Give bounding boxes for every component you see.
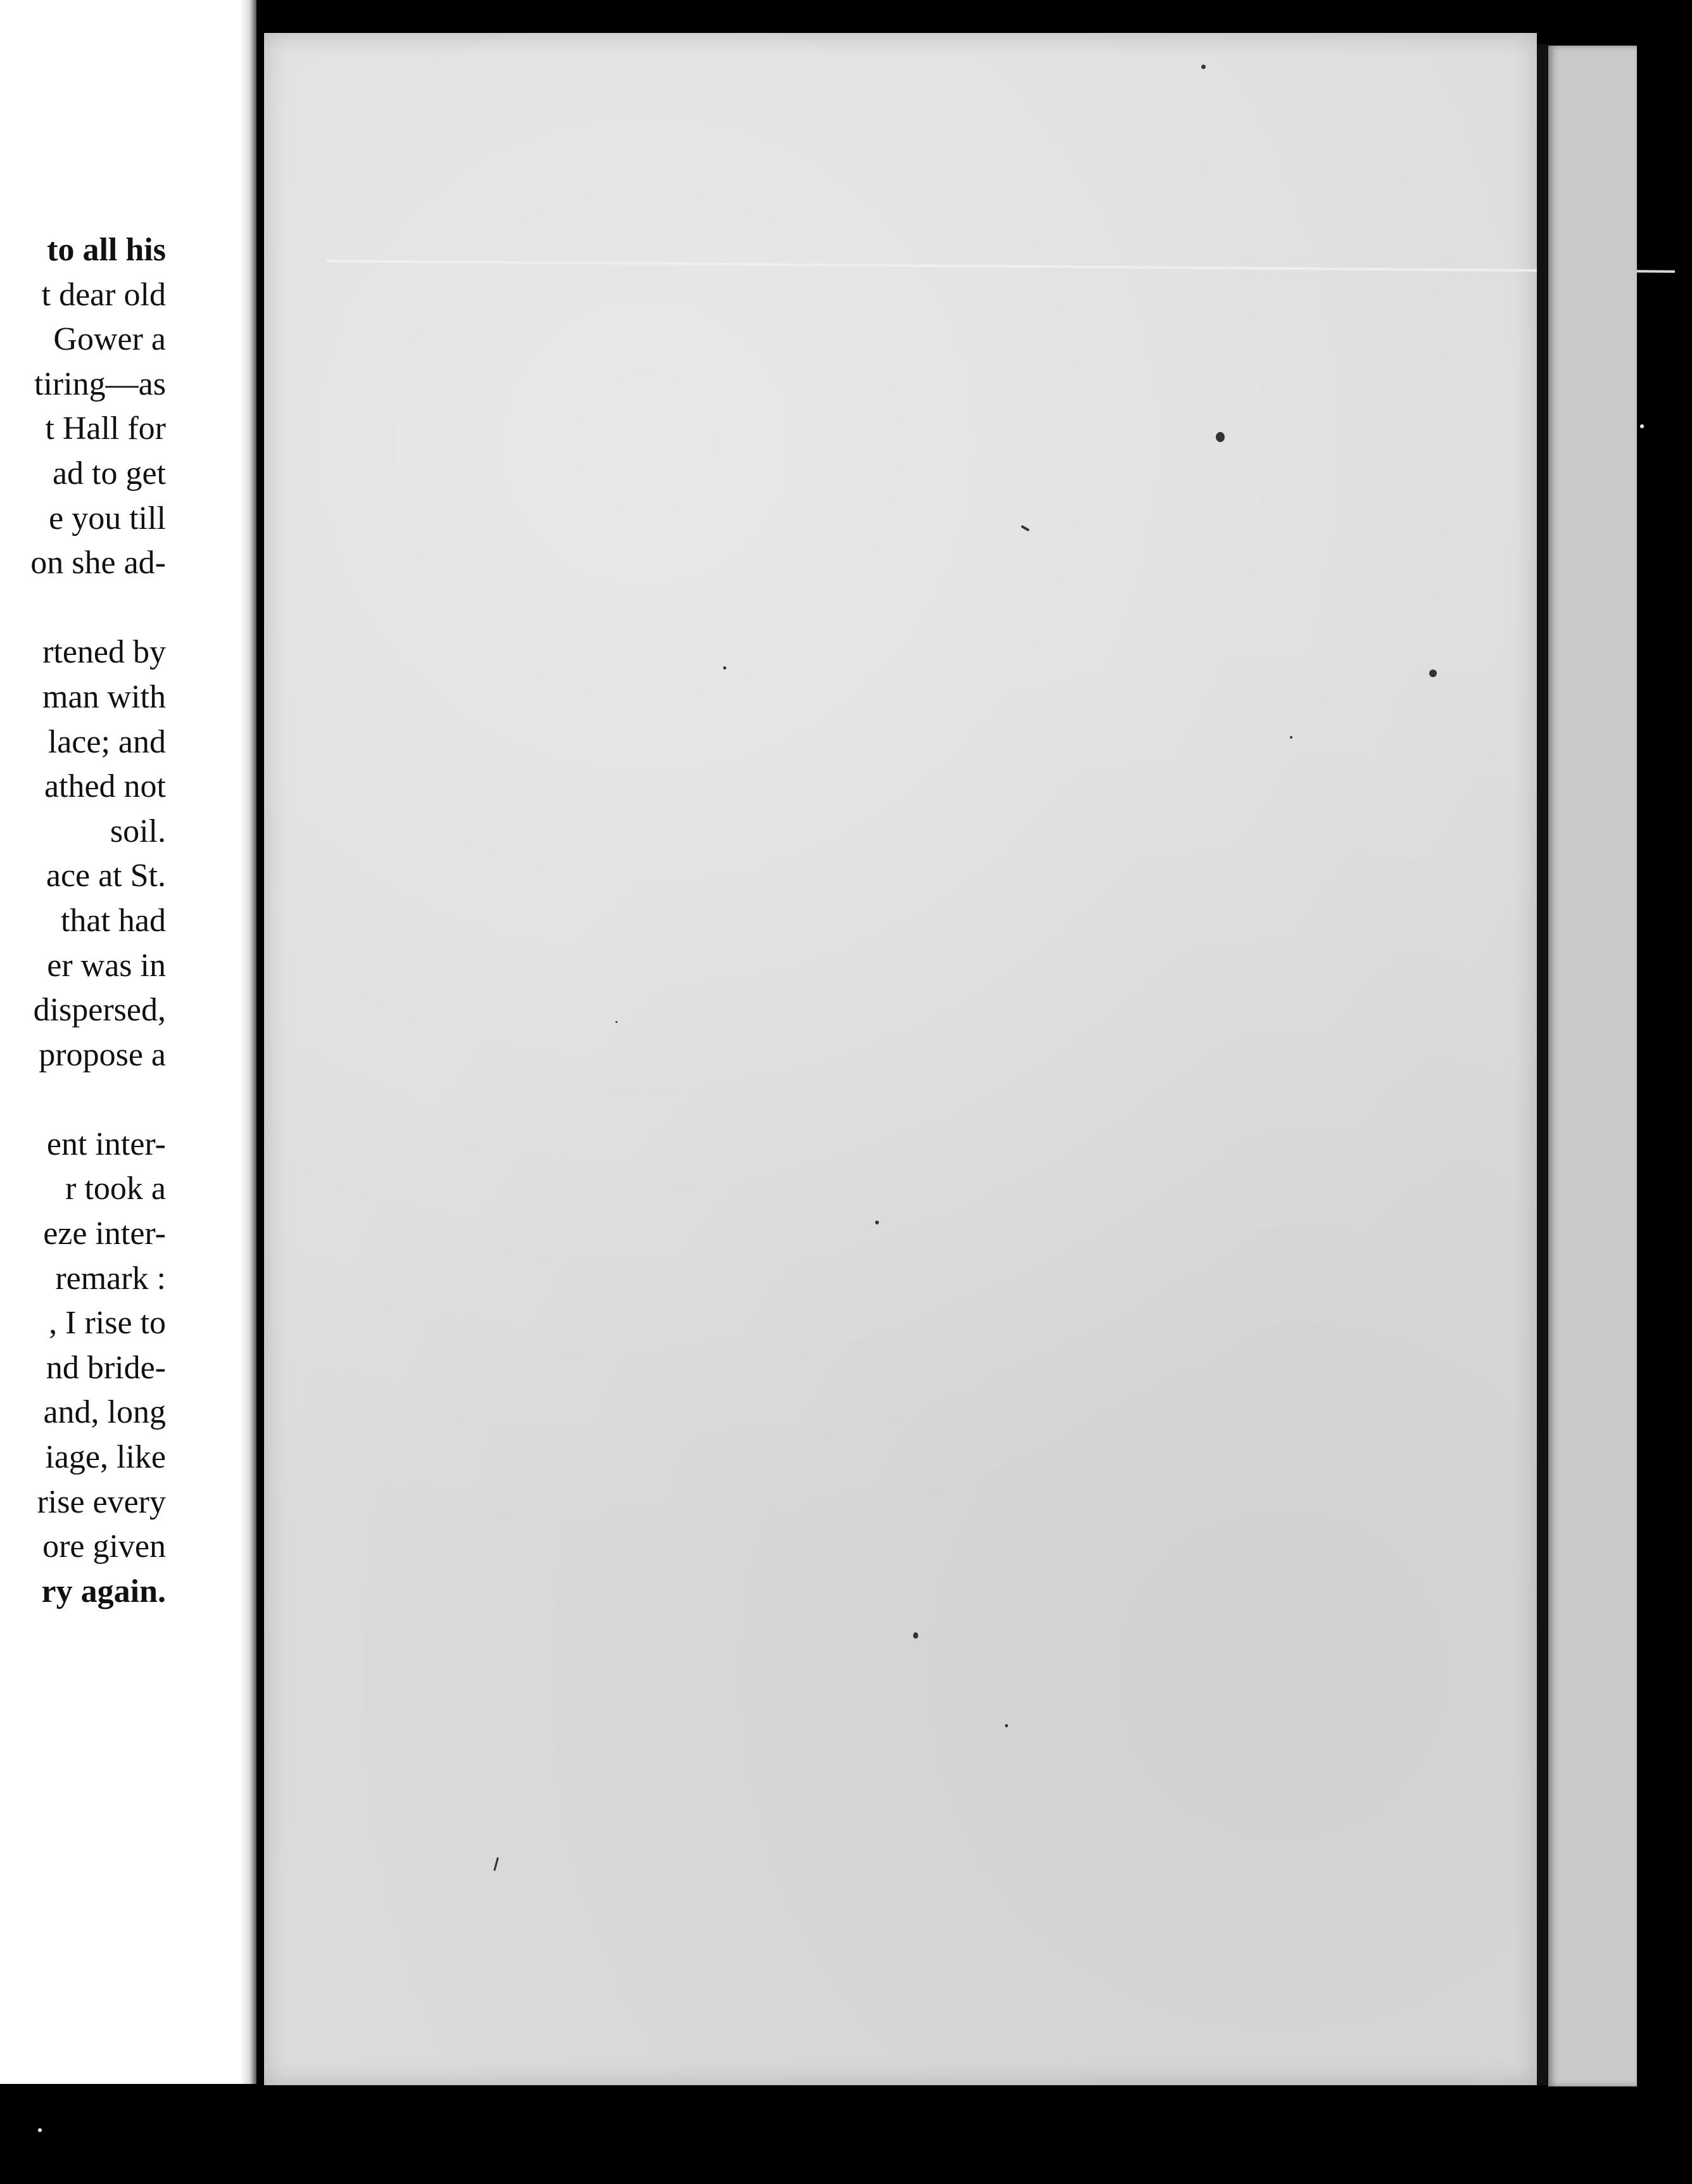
- binding-shadow: [240, 0, 256, 2084]
- text-line: nd bride-: [46, 1349, 166, 1386]
- text-line: ry again.: [41, 1573, 166, 1609]
- page-edge-strip: [1548, 46, 1637, 2086]
- text-line: , I rise to: [49, 1305, 166, 1342]
- scan-dot: [38, 2128, 42, 2132]
- text-line: lace; and: [47, 723, 166, 760]
- text-line: rtened by: [42, 634, 166, 671]
- paper-speck: [1429, 670, 1437, 677]
- text-line: remark :: [55, 1260, 166, 1297]
- paper-speck: [875, 1221, 879, 1224]
- paper-speck: [493, 1857, 499, 1871]
- text-line: propose a: [39, 1036, 166, 1073]
- paper-speck: [1021, 525, 1030, 531]
- text-line: er was in: [47, 947, 166, 984]
- text-line: that had: [60, 902, 166, 939]
- scan-dot: [1640, 424, 1644, 428]
- text-line: soil.: [110, 813, 166, 849]
- paper-speck: [1201, 65, 1206, 69]
- text-line: t dear old: [41, 276, 166, 313]
- paper-speck: [1005, 1724, 1008, 1727]
- text-column: [0, 228, 166, 1614]
- text-line: ad to get: [52, 455, 166, 492]
- left-page: [0, 0, 256, 2084]
- text-line: on she ad-: [30, 545, 166, 581]
- text-line: tiring—as: [34, 365, 166, 402]
- text-line: to all his: [47, 232, 166, 268]
- page-edge: [1537, 44, 1548, 2085]
- paragraph-gap: [0, 586, 166, 631]
- text-line: ace at St.: [46, 858, 166, 894]
- text-line: r took a: [65, 1171, 166, 1207]
- text-line: t Hall for: [45, 410, 166, 447]
- paper-speck: [616, 1021, 617, 1023]
- paragraph-gap: [0, 1077, 166, 1122]
- text-line: dispersed,: [33, 992, 166, 1029]
- paper-speck: [1290, 736, 1292, 739]
- text-line: man with: [42, 678, 166, 715]
- paper-speck: [913, 1632, 918, 1639]
- text-line: e you till: [49, 500, 166, 536]
- text-line: ent inter-: [46, 1126, 166, 1162]
- text-line: and, long: [43, 1394, 166, 1431]
- text-line: athed not: [44, 768, 166, 805]
- text-line: Gower a: [53, 321, 166, 358]
- text-line: iage, like: [45, 1439, 166, 1476]
- text-line: rise every: [37, 1483, 166, 1520]
- blank-page: [264, 33, 1537, 2085]
- paper-speck: [723, 666, 726, 670]
- paper-speck: [1216, 432, 1225, 442]
- text-line: eze inter-: [43, 1216, 166, 1252]
- text-line: ore given: [42, 1528, 166, 1565]
